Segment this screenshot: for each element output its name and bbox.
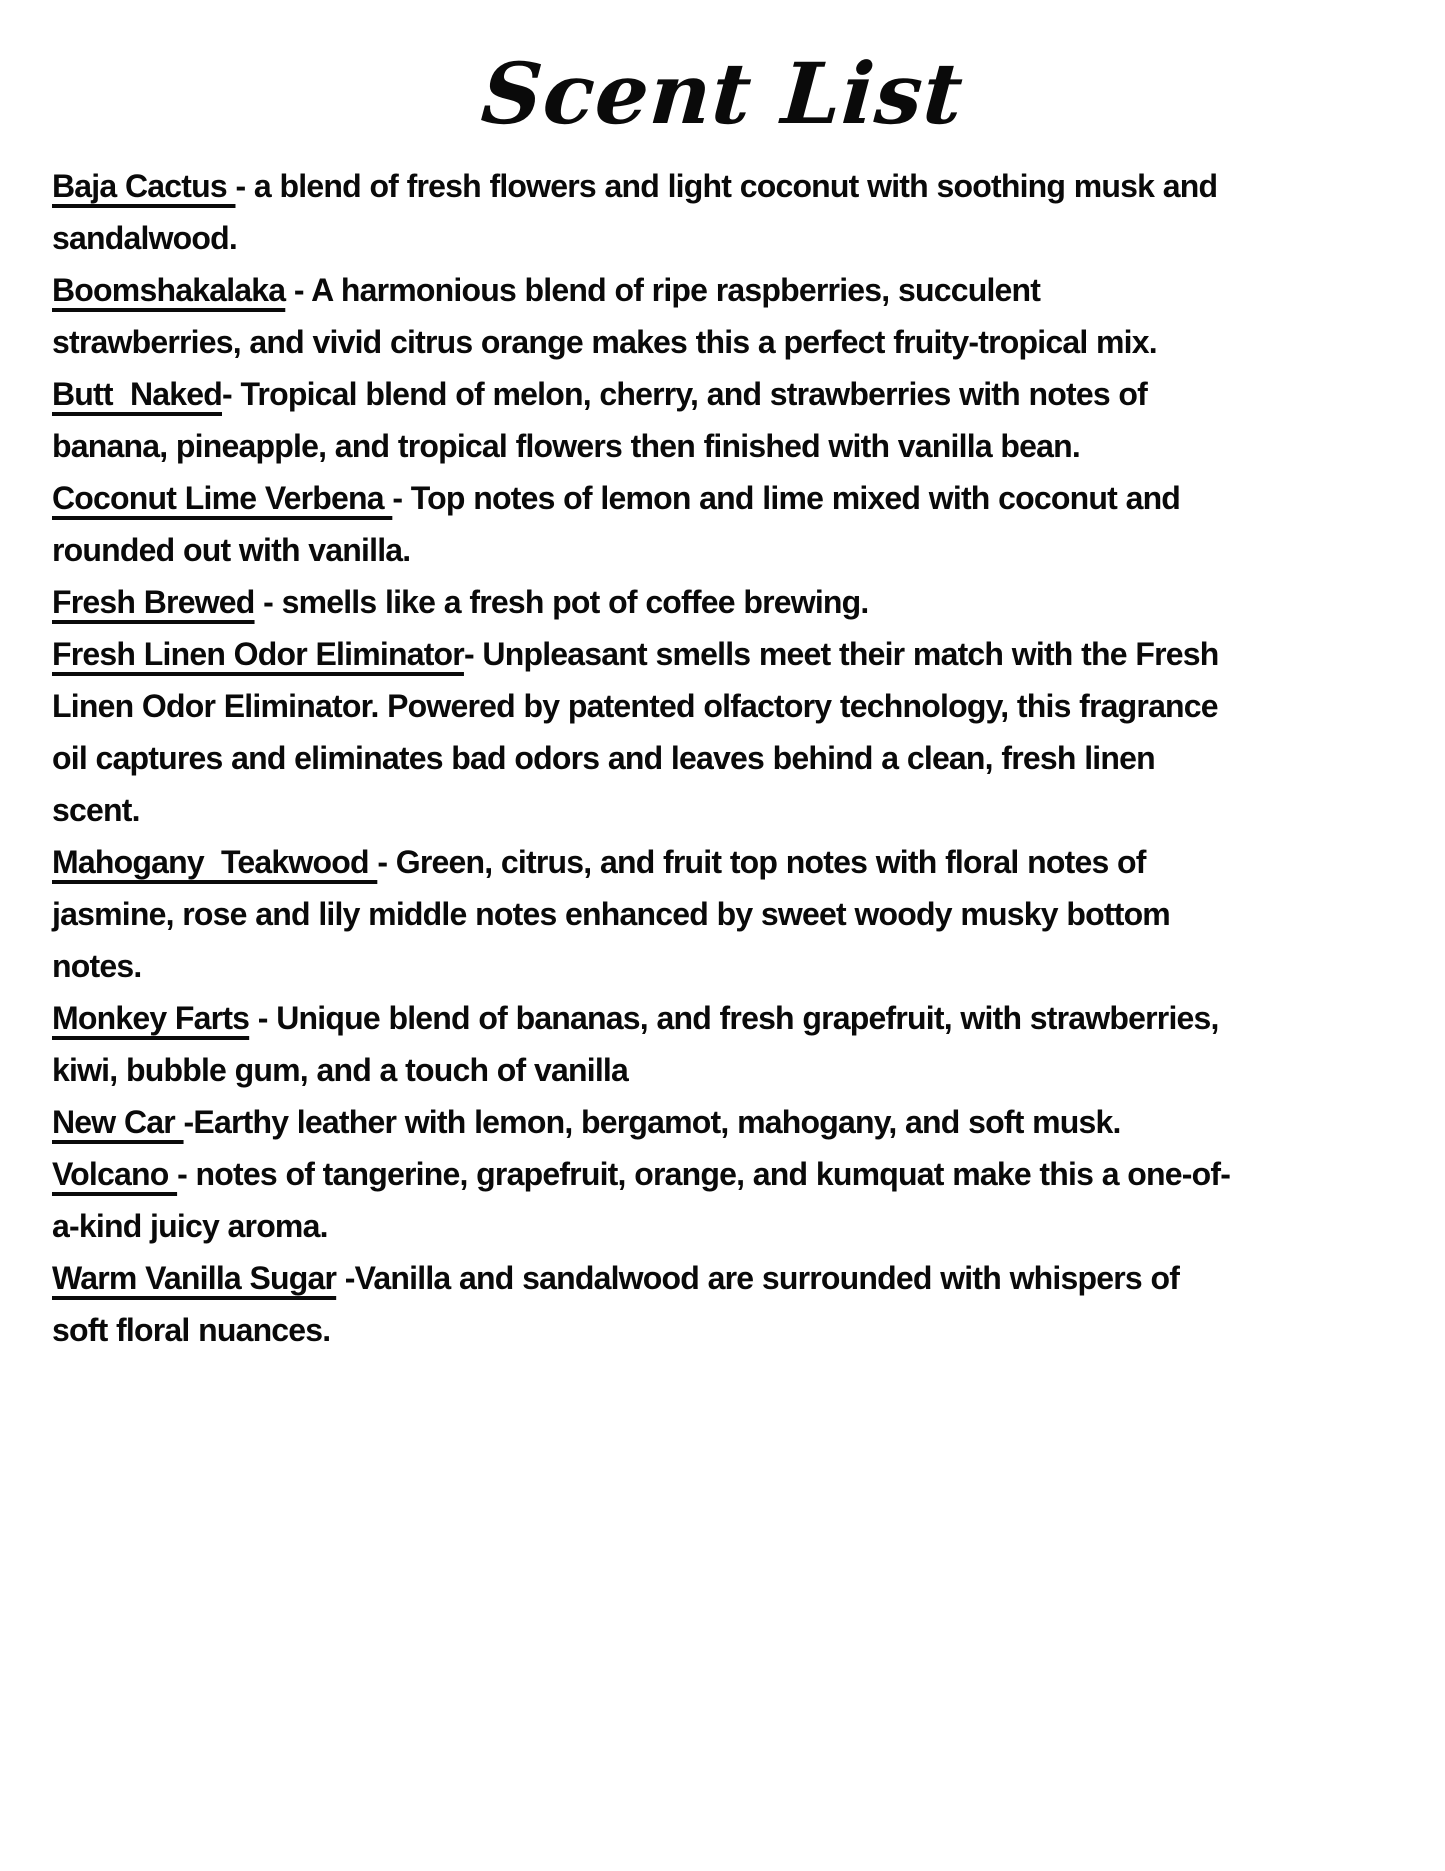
scent-name: Mahogany Teakwood (52, 844, 378, 880)
scent-item (52, 160, 1232, 264)
scent-description: -Earthy leather with lemon, bergamot, mahogany, and soft musk. (183, 1104, 1121, 1140)
scent-description: -Vanilla and sandalwood are surrounded with whispers of soft floral nuances. (52, 1260, 1188, 1348)
scent-item (52, 628, 1232, 836)
scent-item (52, 264, 1232, 368)
scent-name: Volcano (52, 1156, 178, 1192)
page-title: Scent List (478, 44, 967, 143)
scent-name: Fresh Linen Odor Eliminator (52, 636, 464, 672)
scent-item (52, 1252, 1232, 1356)
scent-name: Boomshakalaka (52, 272, 286, 308)
scent-item (52, 576, 1232, 628)
scent-name: Baja Cactus (52, 168, 236, 204)
scent-item (52, 992, 1232, 1096)
scent-name: New Car (52, 1104, 184, 1140)
scent-description: - notes of tangerine, grapefruit, orange, and kumquat make this a one-of-a-kind juicy aroma. (52, 1156, 1231, 1244)
scent-list (52, 160, 1232, 1356)
scent-name: Monkey Farts (52, 1000, 250, 1036)
scent-description: - A harmonious blend of ripe raspberries, succulent strawberries, and vivid citrus orange makes this a perfect fruity-tropical mix. (52, 272, 1157, 360)
scent-description: - Tropical blend of melon, cherry, and strawberries with notes of banana, pineapple, and tropical flowers then finished with vanilla bean. (52, 376, 1156, 464)
scent-item (52, 368, 1232, 472)
scent-description: - smells like a fresh pot of coffee brewing. (254, 584, 869, 620)
scent-description: - a blend of fresh flowers and light coconut with soothing musk and sandalwood. (52, 168, 1226, 256)
scent-description: - Unpleasant smells meet their match with the Fresh Linen Odor Eliminator. Powered by patented olfactory technology, this fragrance oil captures and eliminates bad odors and leaves behind a clean, fresh linen scent. (52, 636, 1228, 828)
scent-item (52, 836, 1232, 992)
scent-name: Butt Naked (52, 376, 222, 412)
scent-item (52, 472, 1232, 576)
scent-item (52, 1096, 1232, 1148)
scent-description: - Green, citrus, and fruit top notes with floral notes of jasmine, rose and lily middle notes enhanced by sweet woody musky bottom notes. (52, 844, 1179, 984)
scent-description: - Top notes of lemon and lime mixed with coconut and rounded out with vanilla. (52, 480, 1189, 568)
scent-name: Warm Vanilla Sugar (52, 1260, 337, 1296)
scent-name: Fresh Brewed (52, 584, 255, 620)
scent-description: - Unique blend of bananas, and fresh grapefruit, with strawberries, kiwi, bubble gum, and a touch of vanilla (52, 1000, 1228, 1088)
scent-item (52, 1148, 1232, 1252)
scent-name: Coconut Lime Verbena (52, 480, 393, 516)
